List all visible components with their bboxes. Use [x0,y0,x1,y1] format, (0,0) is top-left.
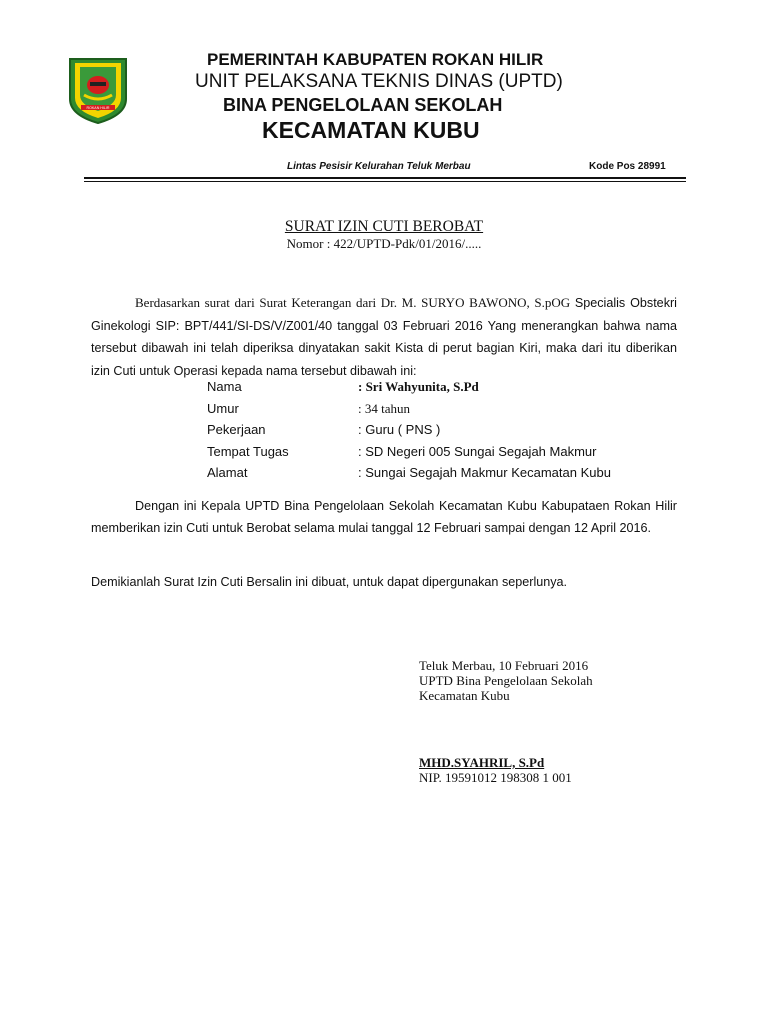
regency-coat-of-arms-icon [66,55,130,125]
detail-label: Pekerjaan [207,422,266,437]
detail-label: Tempat Tugas [207,443,289,459]
detail-value: : 34 tahun [358,400,410,416]
signature-place-date: Teluk Merbau, 10 Februari 2016 [419,658,589,673]
body-paragraph-2: Dengan ini Kepala UPTD Bina Pengelolaan Sekolah Kecamatan Kubu Kabupataen Rokan Hilir memberikan izin Cuti untuk Berobat selama mulai tanggal 12 Februari sampai dengan 12 April 2016. [91,499,677,535]
signature-block [419,658,593,703]
letterhead-divider-thick [84,177,686,179]
signer-name: MHD.SYAHRIL, S.Pd [419,755,545,770]
letterhead-line-government: PEMERINTAH KABUPATEN ROKAN HILIR [207,50,544,69]
body-paragraph-1 [91,292,677,382]
detail-label: Nama [207,379,242,394]
detail-value: : Guru ( PNS ) [358,422,441,437]
detail-row-age [207,398,687,420]
logo-motto: ROKAN HILIR [86,106,110,111]
body-paragraph-1-part-a: Berdasarkan surat dari Surat Keterangan dari Dr. M. SURYO BAWONO, S.pOG [135,295,575,310]
signature-office: UPTD Bina Pengelolaan Sekolah [419,673,593,688]
detail-value: : Sri Wahyunita, S.Pd [358,379,479,394]
detail-row-workplace [207,441,687,463]
letterhead-line-office: BINA PENGELOLAAN SEKOLAH [223,95,503,115]
detail-value: : Sungai Segajah Makmur Kecamatan Kubu [358,465,611,480]
detail-label: Alamat [207,465,248,480]
detail-row-name [207,376,687,398]
letterhead-postal-code: Kode Pos 28991 [589,161,666,172]
detail-value: : SD Negeri 005 Sungai Segajah Makmur [358,443,597,459]
detail-row-address [207,462,687,484]
letterhead-line-unit: UNIT PELAKSANA TEKNIS DINAS (UPTD) [195,71,563,92]
body-paragraph-closing: Demikianlah Surat Izin Cuti Bersalin ini dibuat, untuk dapat dipergunakan seperlunya. [91,575,568,589]
document-title-text: SURAT IZIN CUTI BEROBAT [284,218,484,235]
signature-district: Kecamatan Kubu [419,688,510,703]
detail-row-occupation [207,419,687,441]
signer-block [419,755,572,785]
detail-label: Umur [207,400,239,416]
body-paragraph-1-part-b: Specialis Obstekri Ginekologi SIP: BPT/441/SI-DS/V/Z001/40 tanggal 03 Februari 2016 Yang menerangkan bahwa nama tersebut dibawah ini telah diperiksa dinyatakan sakit Kista di perut bagian Kiri, maka dari itu diberikan izin Cuti untuk Operasi kepada nama tersebut dibawah ini: [91,296,677,378]
letterhead-address: Lintas Pesisir Kelurahan Teluk Merbau [287,161,471,172]
document-title [0,218,768,236]
letterhead-line-district: KECAMATAN KUBU [262,117,480,143]
employee-details [207,376,687,484]
letterhead-divider-thin [84,181,686,182]
document-number: Nomor : 422/UPTD-Pdk/01/2016/..... [286,236,482,251]
signer-nip: NIP. 19591012 198308 1 001 [419,770,572,785]
